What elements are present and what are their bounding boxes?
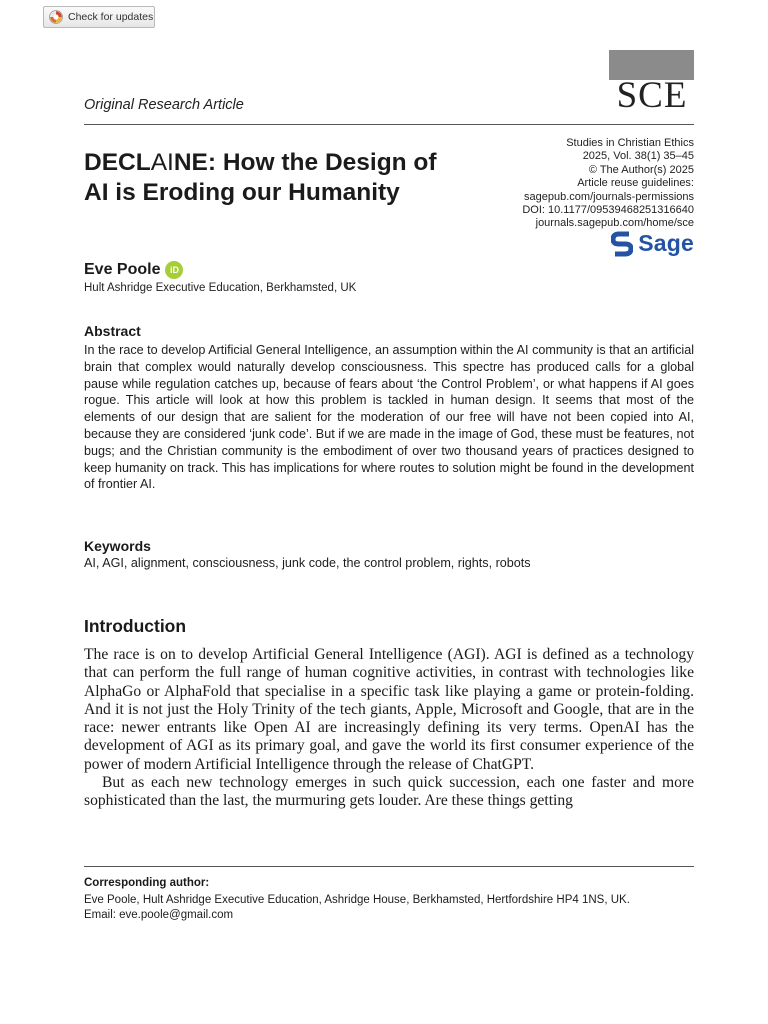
- title-line-2: AI is Eroding our Humanity: [84, 179, 400, 206]
- sage-wordmark: Sage: [638, 230, 694, 256]
- introduction-paragraph-2: But as each new technology emerges in such quick succession, each one faster and more sophisticated than the last, the murmuring gets louder. Are these things getting: [84, 774, 694, 810]
- journal-info: [522, 137, 694, 231]
- sage-s-icon: [611, 231, 633, 257]
- reuse-label: Article reuse guidelines:: [577, 177, 694, 190]
- author-name: Eve Poole: [84, 261, 161, 278]
- keywords-text: AI, AGI, alignment, consciousness, junk code, the control problem, rights, robots: [84, 556, 531, 570]
- doi-link[interactable]: DOI: 10.1177/09539468251316640: [522, 204, 694, 217]
- author: [84, 261, 183, 279]
- abstract-text: In the race to develop Artificial General Intelligence, an assumption within the AI community is that an artificial brain that complex would naturally develop consciousness. This spectre has produced calls for a global pause while regulation catches up, because of fears about ‘the Control Problem’, or what happens if AI goes rogue. This article will look at how this problem is tackled in human design. It seems that most of the elements of our design that are salient for the moderation of our free will have not been copied into AI, because they are considered ‘junk code’. But if we are made in the image of God, these must be features, not bugs; and the Christian community is the embodiment of over two thousand years of practices designed to keep humanity on track. This has implications for where routes to solution might be found in the development of frontier AI.: [84, 343, 694, 492]
- journal-home-link[interactable]: journals.sagepub.com/home/sce: [535, 217, 694, 230]
- corresponding-author-details: [84, 893, 630, 923]
- article-type: Original Research Article: [84, 97, 244, 113]
- corresponding-email[interactable]: Email: eve.poole@gmail.com: [84, 909, 234, 921]
- crossmark-icon: [49, 10, 63, 24]
- keywords-heading: Keywords: [84, 538, 151, 554]
- introduction-body: [84, 646, 694, 811]
- author-affiliation: Hult Ashridge Executive Education, Berkhamsted, UK: [84, 282, 357, 294]
- footnote-rule: [84, 866, 694, 867]
- check-for-updates-label: Check for updates: [68, 11, 154, 23]
- journal-logo: SCE: [616, 75, 688, 116]
- abstract-heading: Abstract: [84, 323, 141, 339]
- title-line-1: DECLAINE: How the Design of: [84, 149, 437, 176]
- header-rule: [84, 124, 694, 125]
- journal-volume: 2025, Vol. 38(1) 35–45: [582, 150, 694, 163]
- copyright: © The Author(s) 2025: [588, 163, 694, 176]
- corresponding-address: Eve Poole, Hult Ashridge Executive Education, Ashridge House, Berkhamsted, Hertfordshire HP4 1NS, UK.: [84, 894, 630, 906]
- journal-name: Studies in Christian Ethics: [566, 137, 694, 149]
- reuse-link[interactable]: sagepub.com/journals-permissions: [524, 190, 694, 203]
- orcid-icon[interactable]: iD: [165, 261, 183, 279]
- check-for-updates-button[interactable]: [43, 6, 155, 28]
- introduction-paragraph-1: The race is on to develop Artificial General Intelligence (AGI). AGI is defined as a technology that can perform the full range of human cognitive activities, in contrast with technologies like AlphaGo or AlphaFold that specialise in a specific task like playing a game or protein-folding. And it is not just the Holy Trinity of the tech giants, Apple, Microsoft and Google, that are in the race: newer entrants like Open AI are increasingly defining its very terms. OpenAI has the development of AGI as its primary goal, and gave the world its first consumer experience of the power of modern Artificial Intelligence through the release of ChatGPT.: [84, 646, 694, 773]
- sage-logo: [611, 230, 694, 257]
- article-title: [84, 148, 504, 208]
- corresponding-author-label: Corresponding author:: [84, 877, 210, 889]
- introduction-heading: Introduction: [84, 616, 187, 636]
